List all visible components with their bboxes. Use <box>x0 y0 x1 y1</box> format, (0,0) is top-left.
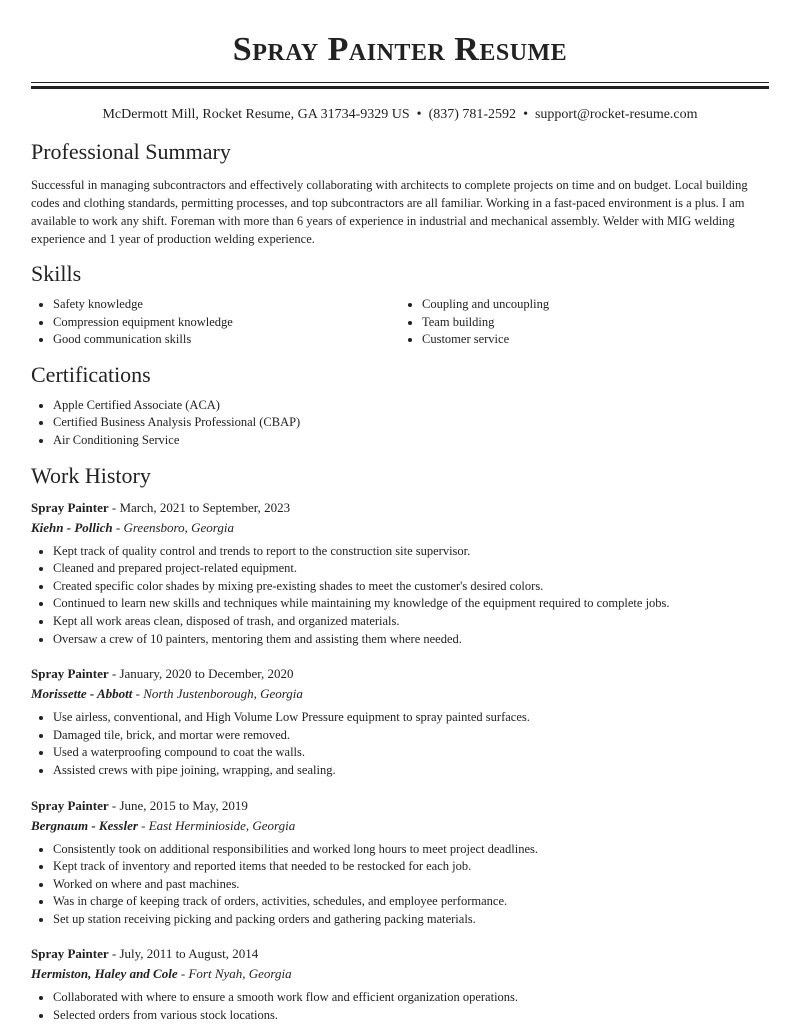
bullet-separator: • <box>523 107 528 122</box>
job-entry <box>31 944 769 1024</box>
job-dates: - June, 2015 to May, 2019 <box>108 797 248 813</box>
certification-item: • Certified Business Analysis Professional (CBAP) <box>53 414 769 432</box>
summary-text: Successful in managing subcontractors and effectively collaborating with architects to complete projects on time and on budget. Local building codes and clothing standards, permitting processes, and top subcontractors are all familiar. Working in a fast-paced environment is a plus. I am available to work any shift. Foreman with more than 6 years of experience in industrial and mechanical assembly. Welder with MIG welding experience and 1 year of production welding experience. <box>31 178 748 246</box>
skills-columns <box>31 296 769 349</box>
summary-heading: Professional Summary <box>31 139 231 164</box>
job-dates: - March, 2021 to September, 2023 <box>108 499 291 515</box>
contact-address: McDermott Mill, Rocket Resume, GA 31734-9329 US <box>102 107 410 122</box>
job-title: Spray Painter <box>31 797 109 813</box>
company-location: - Fort Nyah, Georgia <box>177 966 292 982</box>
duty-item: • Used a waterproofing compound to coat the walls. <box>53 744 769 762</box>
company-line <box>31 816 769 835</box>
skills-list-left <box>31 296 400 349</box>
contact-line <box>31 106 769 124</box>
company-name: Bergnaum - Kessler <box>31 817 138 833</box>
duty-item: • Created specific color shades by mixing pre-existing shades to meet the customer's desired colors. <box>53 578 769 596</box>
duty-item: • Was in charge of keeping track of orders, activities, schedules, and employee performance. <box>53 893 769 911</box>
skill-item: • Team building <box>422 314 769 332</box>
duty-item: • Consistently took on additional responsibilities and worked long hours to meet project deadlines. <box>53 841 769 859</box>
bullet-separator: • <box>416 107 422 122</box>
summary-section <box>31 138 769 248</box>
certification-item: • Apple Certified Associate (ACA) <box>53 397 769 415</box>
duties-list <box>31 709 769 779</box>
title-divider <box>31 82 769 89</box>
duty-item: • Kept track of quality control and trends to report to the construction site supervisor. <box>53 543 769 561</box>
job-title: Spray Painter <box>31 946 109 962</box>
job-dates: - July, 2011 to August, 2014 <box>108 946 259 962</box>
company-name: Hermiston, Haley and Cole <box>31 966 178 982</box>
duty-item: • Cleaned and prepared project-related equipment. <box>53 560 769 578</box>
company-line <box>31 684 769 703</box>
job-title-line <box>31 498 769 518</box>
job-entry <box>31 498 769 649</box>
duties-list <box>31 841 769 929</box>
skill-item: • Compression equipment knowledge <box>53 314 400 332</box>
company-line <box>31 518 769 537</box>
company-name: Kiehn - Pollich <box>31 519 113 535</box>
contact-email: support@rocket-resume.com <box>534 107 698 122</box>
company-location: - Greensboro, Georgia <box>112 519 234 535</box>
duties-list <box>31 989 769 1024</box>
divider-thick <box>31 86 769 89</box>
job-title-line <box>31 944 769 964</box>
skill-item: • Coupling and uncoupling <box>422 296 769 314</box>
divider-thin <box>31 82 769 83</box>
company-location: - East Herminioside, Georgia <box>137 817 296 833</box>
job-entry <box>31 664 769 779</box>
duty-item: • Collaborated with where to ensure a smooth work flow and efficient organization operations. <box>53 989 769 1007</box>
skills-section <box>31 260 769 349</box>
skill-item: • Customer service <box>422 331 769 349</box>
job-entry <box>31 796 769 929</box>
duty-item: • Worked on where and past machines. <box>53 876 769 894</box>
duty-item: • Kept track of inventory and reported items that needed to be restocked for each job. <box>53 858 769 876</box>
duty-item: • Damaged tile, brick, and mortar were removed. <box>53 727 769 745</box>
duty-item: • Assisted crews with pipe joining, wrapping, and sealing. <box>53 762 769 780</box>
skills-heading: Skills <box>31 261 82 286</box>
duty-item: • Use airless, conventional, and High Volume Low Pressure equipment to spray painted surfaces. <box>53 709 769 727</box>
duty-item: • Kept all work areas clean, disposed of trash, and organized materials. <box>53 613 769 631</box>
duties-list <box>31 543 769 649</box>
job-title: Spray Painter <box>31 499 109 515</box>
certifications-heading: Certifications <box>31 361 151 387</box>
job-title-line <box>31 664 769 684</box>
resume-title: Spray Painter Resume <box>232 31 568 68</box>
certifications-section <box>31 361 769 450</box>
job-title: Spray Painter <box>31 666 109 682</box>
company-name: Morissette - Abbott <box>31 686 133 702</box>
skill-item: • Safety knowledge <box>53 296 400 314</box>
certifications-list <box>31 397 769 450</box>
duty-item: • Continued to learn new skills and techniques while maintaining my knowledge of the equipment required to complete jobs. <box>53 595 769 613</box>
duty-item: • Set up station receiving picking and packing orders and gathering packing materials. <box>53 911 769 929</box>
job-dates: - January, 2020 to December, 2020 <box>108 666 294 682</box>
work-history-section <box>31 462 769 1025</box>
company-line <box>31 964 769 983</box>
company-location: - North Justenborough, Georgia <box>132 686 303 702</box>
skill-item: • Good communication skills <box>53 331 400 349</box>
work-history-heading: Work History <box>31 462 151 488</box>
job-title-line <box>31 796 769 816</box>
skills-list-right <box>400 296 769 349</box>
duty-item: • Oversaw a crew of 10 painters, mentoring them and assisting them where needed. <box>53 631 769 649</box>
contact-phone: (837) 781-2592 <box>428 107 517 122</box>
duty-item: • Selected orders from various stock locations. <box>53 1007 769 1025</box>
certification-item: • Air Conditioning Service <box>53 432 769 450</box>
